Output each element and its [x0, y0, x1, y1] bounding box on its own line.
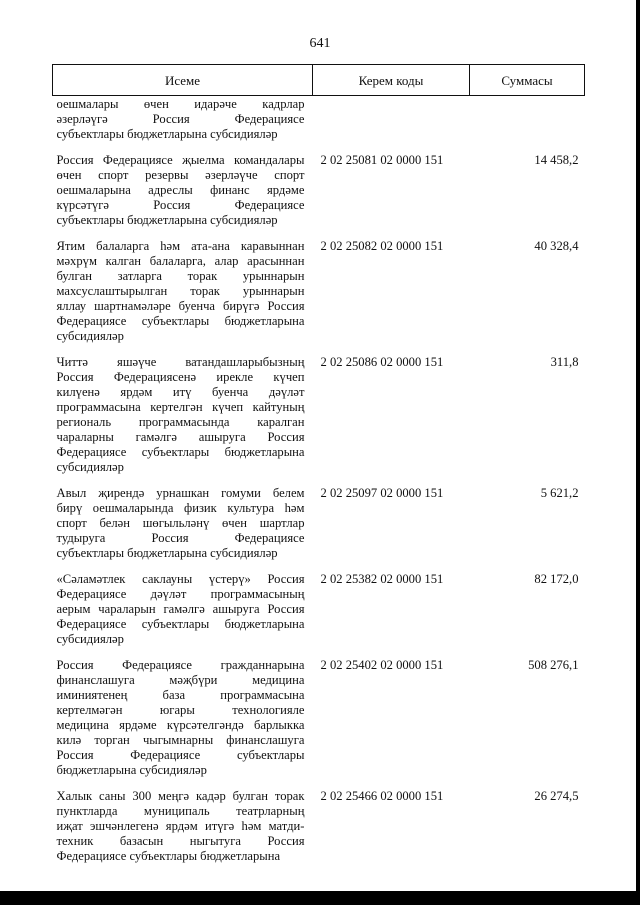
- row-name-line: медицина ярдәме күрсәтелгәндә барлыкка: [56, 718, 305, 732]
- row-name-line: кертелмәгән югары технологияле: [56, 703, 305, 717]
- row-name-line: иҗат эшчәнлегенә ярдәм итүгә һәм матди-: [56, 819, 305, 833]
- table-row: [53, 142, 585, 228]
- row-name-line: Читтә яшәүче ватандашларыбызның: [56, 355, 305, 369]
- table-row: [53, 561, 585, 647]
- row-sum: 82 172,0: [534, 572, 579, 586]
- table-row: [53, 647, 585, 778]
- row-name-line: бюджетларына субсидияләр: [56, 763, 207, 777]
- row-name-line: Федерациясе субъектлары бюджетларына: [56, 849, 281, 863]
- row-sum: 5 621,2: [540, 486, 579, 500]
- scan-edge-bottom: [0, 891, 640, 905]
- row-name-line: субъектлары бюджетларына субсидияләр: [56, 127, 278, 141]
- row-name-line: мәхрүм калган балаларга, алар арасыннан: [56, 254, 305, 268]
- row-name-line: әзерләүгә Россия Федерациясе: [56, 112, 305, 126]
- row-name-line: финанслашуга мәҗбүри медицина: [56, 673, 305, 687]
- row-name-line: махсуслаштырылган торак урыннарын: [56, 284, 305, 298]
- row-name-cell: [53, 561, 313, 647]
- row-name-cell: [53, 142, 313, 228]
- row-code: 2 02 25082 02 0000 151: [320, 239, 444, 253]
- row-code: 2 02 25402 02 0000 151: [320, 658, 444, 672]
- row-name-line: күрсәтүгә Россия Федерациясе: [56, 198, 305, 212]
- row-sum: 40 328,4: [534, 239, 579, 253]
- row-sum: 26 274,5: [534, 789, 579, 803]
- row-name-line: пунктларда муниципаль театрларның: [56, 804, 305, 818]
- row-sum: 508 276,1: [528, 658, 579, 672]
- row-name-line: иминиятенең база программасына: [56, 688, 305, 702]
- row-name-line: Халык саны 300 меңгә кадәр булган торак: [56, 789, 305, 803]
- row-name-line: тудыруга Россия Федерациясе: [56, 531, 305, 545]
- row-name-line: оешмалары өчен идарәче кадрлар: [56, 97, 305, 111]
- row-name-cell: [53, 344, 313, 475]
- row-name-line: субсидияләр: [56, 632, 124, 646]
- row-name-line: Россия Федерациясе субъектлары: [56, 748, 305, 762]
- row-name-line: субсидияләр: [56, 460, 124, 474]
- row-name-line: региональ программасында каралган: [56, 415, 305, 429]
- row-name-cell: [53, 228, 313, 344]
- header-name: Исеме: [53, 65, 313, 96]
- row-code: 2 02 25466 02 0000 151: [320, 789, 444, 803]
- row-code: 2 02 25097 02 0000 151: [320, 486, 444, 500]
- table-row: [53, 778, 585, 864]
- row-name-line: аерым чараларын гамәлгә ашыруга Россия: [56, 602, 305, 616]
- table-header-row: [53, 65, 585, 96]
- row-code: 2 02 25086 02 0000 151: [320, 355, 444, 369]
- table-body: [53, 96, 585, 865]
- page-number: 641: [309, 36, 331, 51]
- row-name-line: Ятим балаларга һәм ата-ана каравыннан: [56, 239, 305, 253]
- row-sum: [470, 96, 585, 143]
- table-row: [53, 344, 585, 475]
- row-name-line: яллау шартнамәләре буенча бирүгә Россия: [56, 299, 305, 313]
- row-name-line: «Сәламәтлек саклауны үстерү» Россия: [56, 572, 305, 586]
- row-name-line: өчен спорт резервы әзерләүче спорт: [56, 168, 305, 182]
- row-name-line: спорт белән шөгыльләнү өчен шартлар: [56, 516, 305, 530]
- header-sum: Суммасы: [470, 65, 585, 96]
- row-name-line: техник базасын ныгытуга Россия: [56, 834, 305, 848]
- row-name-line: Россия Федерациясенә ирекле күчеп: [56, 370, 305, 384]
- header-code: Керем коды: [313, 65, 470, 96]
- row-name-line: килә торган чыгымнарны финанслашуга: [56, 733, 305, 747]
- row-name-cell: [53, 475, 313, 561]
- row-code: [313, 96, 470, 143]
- row-name-line: Федерациясе дәүләт программасының: [56, 587, 305, 601]
- budget-table: [52, 64, 585, 864]
- row-name-line: субсидияләр: [56, 329, 124, 343]
- row-sum: 14 458,2: [534, 153, 579, 167]
- table-row: [53, 475, 585, 561]
- row-name-line: Россия Федерациясе җыелма командалары: [56, 153, 305, 167]
- row-name-line: чараларны гамәлгә ашыруга Россия: [56, 430, 305, 444]
- row-name-cell: [53, 778, 313, 864]
- row-code: 2 02 25081 02 0000 151: [320, 153, 444, 167]
- row-name-line: Федерациясе субъектлары бюджетларына: [56, 314, 305, 328]
- row-name-line: Федерациясе субъектлары бюджетларына: [56, 617, 305, 631]
- row-name-line: булган затларга торак урыннарын: [56, 269, 305, 283]
- row-name-line: Федерациясе субъектлары бюджетларына: [56, 445, 305, 459]
- row-name-line: субъектлары бюджетларына субсидияләр: [56, 213, 278, 227]
- row-code: 2 02 25382 02 0000 151: [320, 572, 444, 586]
- row-name-line: Россия Федерациясе гражданнарына: [56, 658, 305, 672]
- row-name-line: субъектлары бюджетларына субсидияләр: [56, 546, 278, 560]
- row-name-line: программасына кертелгән күчеп кайтуның: [56, 400, 305, 414]
- row-sum: 311,8: [550, 355, 579, 369]
- scan-edge-right: [636, 0, 640, 905]
- table-row: [53, 228, 585, 344]
- row-name-line: килүенә ярдәм итү буенча дәүләт: [56, 385, 305, 399]
- row-name-line: оешмаларына адреслы финанс ярдәме: [56, 183, 305, 197]
- row-name-line: бирү оешмаларында физик культура һәм: [56, 501, 305, 515]
- table-row: [53, 96, 585, 143]
- row-name-line: Авыл җирендә урнашкан гомуми белем: [56, 486, 305, 500]
- row-name-cell: [53, 96, 313, 143]
- row-name-cell: [53, 647, 313, 778]
